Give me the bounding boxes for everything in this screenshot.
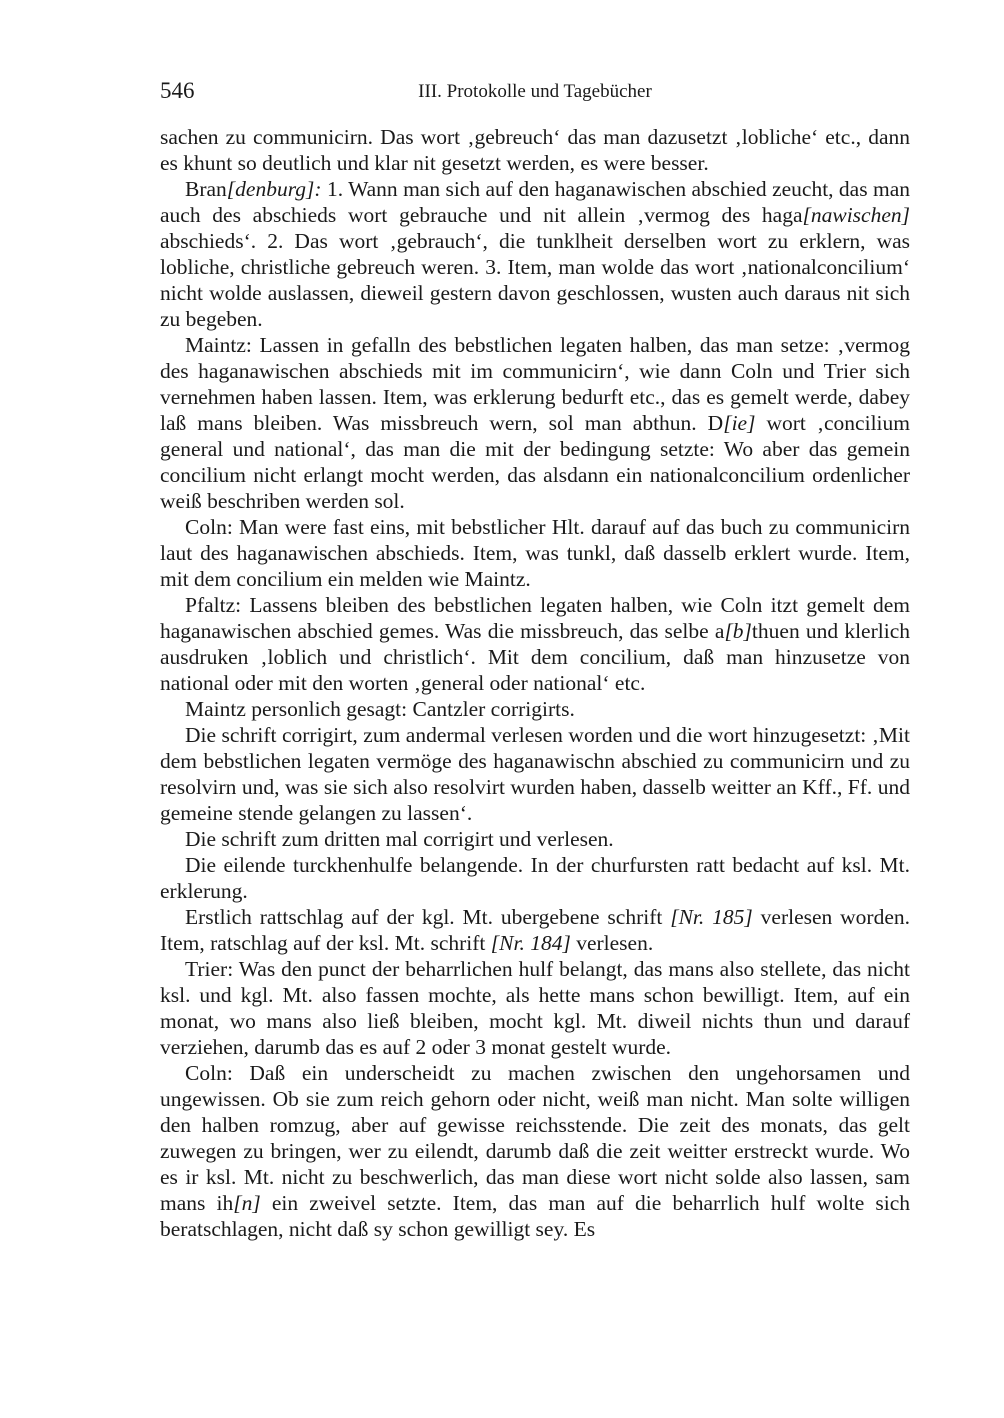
paragraph: [160, 124, 910, 176]
editorial-insertion: [n]: [233, 1191, 261, 1215]
paragraph: [160, 696, 910, 722]
editorial-insertion: [ie]: [723, 411, 756, 435]
text-segment: Coln: Man were fast eins, mit bebstlicher Hlt. darauf auf das buch zu communicirn laut des haganawischen abschieds. Item, was tunkl, daß dasselb erklert wurde. Item, mit dem concilium ein melden wie Maintz.: [160, 515, 910, 591]
editorial-insertion: [b]: [724, 619, 752, 643]
text-segment: Bran: [185, 177, 227, 201]
text-segment: 1. Wann man sich auf den haganawischen abschied zeucht, das man auch des abschieds wort gebrauche und nit allein ‚vermog des haga: [160, 177, 910, 227]
text-segment: Maintz personlich gesagt: Cantzler corrigirts.: [185, 697, 575, 721]
text-segment: Coln: Daß ein underscheidt zu machen zwischen den ungehorsamen und ungewissen. Ob sie zum reich gehorn oder nicht, weiß man nicht. Man solte willigen den halben romzug, aber auf gewisse reichsstende. Die zeit des monats, das gelt zuwegen zu bringen, wer zu eilendt, darumb daß die zeit weitter erstreckt wurde. Wo es ir ksl. Mt. nicht zu beschwerlich, das man diese wort nicht solde also lassen, sam mans ih: [160, 1061, 910, 1215]
text-segment: abschieds‘. 2. Das wort ‚gebrauch‘, die tunklheit derselben wort zu erklern, was lobliche, christliche gebreuch weren. 3. Item, man wolde das wort ‚nationalconcilium‘ nicht wolde auslassen, dieweil gestern davon geschlossen, wusten auch daraus nit sich zu begeben.: [160, 229, 910, 331]
editorial-insertion: [denburg]:: [226, 177, 322, 201]
text-segment: Trier: Was den punct der beharrlichen hulf belangt, das mans also stellete, das nicht ksl. und kgl. Mt. also fassen mochte, als hette mans schon bewilligt. Item, auf ein monat, wo mans also ließ bleiben, mocht kgl. Mt. diweil nichts thun und darauf verziehen, darumb das es auf 2 oder 3 monat gestelt wurde.: [160, 957, 910, 1059]
paragraph: [160, 1060, 910, 1242]
body-text: [160, 124, 910, 1242]
paragraph: [160, 592, 910, 696]
paragraph: [160, 722, 910, 826]
paragraph: [160, 852, 910, 904]
paragraph: [160, 826, 910, 852]
text-segment: sachen zu communicirn. Das wort ‚gebreuch‘ das man dazusetzt ‚lobliche‘ etc., dann es khunt so deutlich und klar nit gesetzt werden, es were besser.: [160, 125, 910, 175]
text-segment: Maintz: Lassen in gefalln des bebstlichen legaten halben, das man setze: ‚vermog des haganawischen abschieds mit im communicirn‘, wie dann Coln und Trier sich vernehmen haben lassen. Item, was erklerung bedurft etc., das es gemelt werde, dabey laß mans bleiben. Was missbreuch wern, sol man abthun. D: [160, 333, 910, 435]
paragraph: [160, 956, 910, 1060]
editorial-insertion: [nawischen]: [802, 203, 910, 227]
paragraph: [160, 332, 910, 514]
text-segment: ein zweivel setzte. Item, das man auf die beharrlich hulf wolte sich beratschlagen, nicht daß sy schon gewilligt sey. Es: [160, 1191, 910, 1241]
editorial-insertion: [Nr. 184]: [490, 931, 571, 955]
text-segment: Die eilende turckhenhulfe belangende. In der churfursten ratt bedacht auf ksl. Mt. erklerung.: [160, 853, 910, 903]
running-title: III. Protokolle und Tagebücher: [418, 81, 652, 102]
paragraph: [160, 514, 910, 592]
text-segment: thuen und klerlich ausdruken ‚loblich und christlich‘. Mit dem concilium, daß man hinzusetze von national oder mit den worten ‚general oder national‘ etc.: [160, 619, 910, 695]
text-segment: Die schrift zum dritten mal corrigirt und verlesen.: [185, 827, 614, 851]
editorial-insertion: [Nr. 185]: [670, 905, 753, 929]
running-header: [160, 78, 910, 108]
page-number: 546: [160, 78, 195, 103]
text-segment: verlesen worden. Item, ratschlag auf der ksl. Mt. schrift: [160, 905, 910, 955]
text-segment: Erstlich rattschlag auf der kgl. Mt. ubergebene schrift: [185, 905, 671, 929]
text-segment: Die schrift corrigirt, zum andermal verlesen worden und die wort hinzugesetzt: ‚Mit dem bebstlichen legaten vermöge des haganawischn abschied zu communicirn und zu resolvirn und, was sie sich also resolvirt wurden haben, dasselb weitter an Kff., Ff. und gemeine stende gelangen zu lassen‘.: [160, 723, 910, 825]
text-segment: wort ‚concilium general und national‘, das man die mit der bedingung setzte: Wo aber das gemein concilium nicht erlangt mocht werden, das alsdann ein nationalconcilium ordenlicher weiß beschriben werden sol.: [160, 411, 910, 513]
text-segment: verlesen.: [570, 931, 654, 955]
paragraph: [160, 904, 910, 956]
text-segment: Pfaltz: Lassens bleiben des bebstlichen legaten halben, wie Coln itzt gemelt dem haganawischen abschied gemes. Was die missbreuch, das selbe a: [160, 593, 910, 643]
paragraph: [160, 176, 910, 332]
